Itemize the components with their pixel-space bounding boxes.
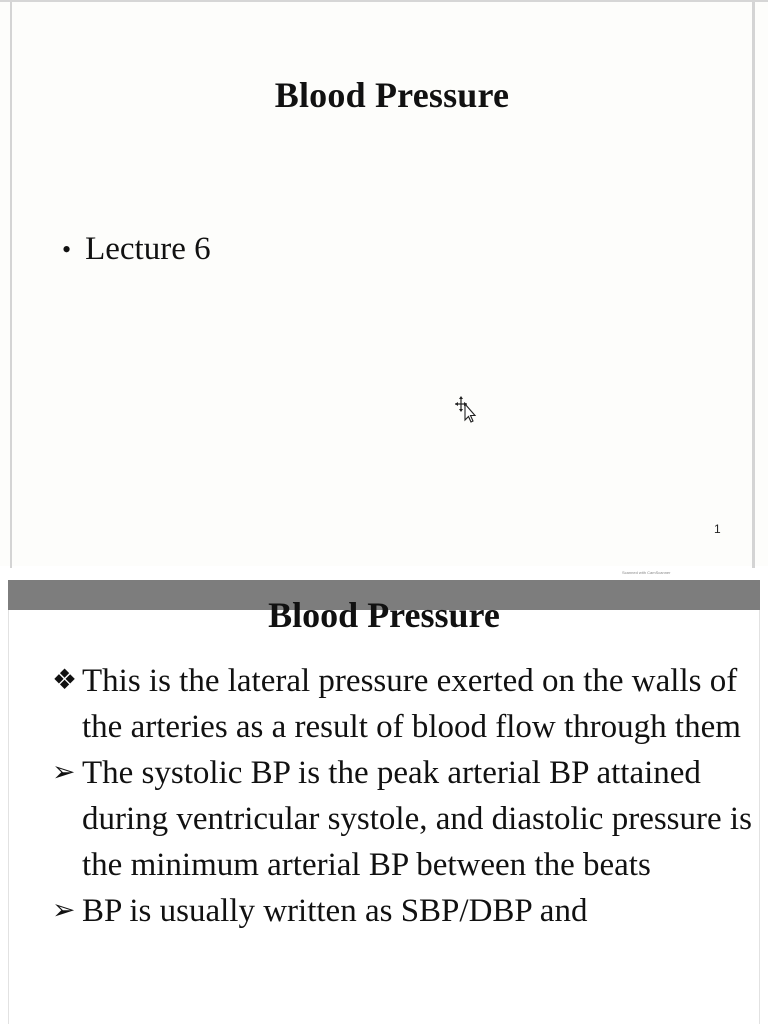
bullet-marker: • xyxy=(62,234,72,264)
slide-1-title: Blood Pressure xyxy=(274,75,510,115)
bullet-text: Lecture 6 xyxy=(85,231,211,267)
list-item-text: BP is usually written as SBP/DBP and xyxy=(82,893,588,929)
list-item xyxy=(52,750,752,888)
slide-border-right xyxy=(759,610,760,1024)
slide-page-number: 1 xyxy=(714,522,721,536)
slide-2-body xyxy=(52,658,752,934)
scanner-watermark: Scanned with CamScanner xyxy=(622,570,671,575)
slide-2 xyxy=(0,580,768,1024)
move-pointer-icon xyxy=(455,395,477,423)
slide-1-bullet xyxy=(62,231,211,268)
list-item-text: The systolic BP is the peak arterial BP attained during ventricular systole, and diastolic pressure is the minimum arterial BP between the beats xyxy=(82,755,752,883)
list-item xyxy=(52,658,752,750)
slide-2-title: Blood Pressure xyxy=(268,595,500,635)
list-item-text: This is the lateral pressure exerted on the walls of the arteries as a result of blood flow through them xyxy=(82,663,741,745)
arrow-bullet-icon: ➢ xyxy=(52,895,76,926)
list-item xyxy=(52,888,752,934)
diamond-bullet-icon: ❖ xyxy=(52,665,78,696)
slide-border-left xyxy=(8,610,9,1024)
arrow-bullet-icon: ➢ xyxy=(52,757,76,788)
